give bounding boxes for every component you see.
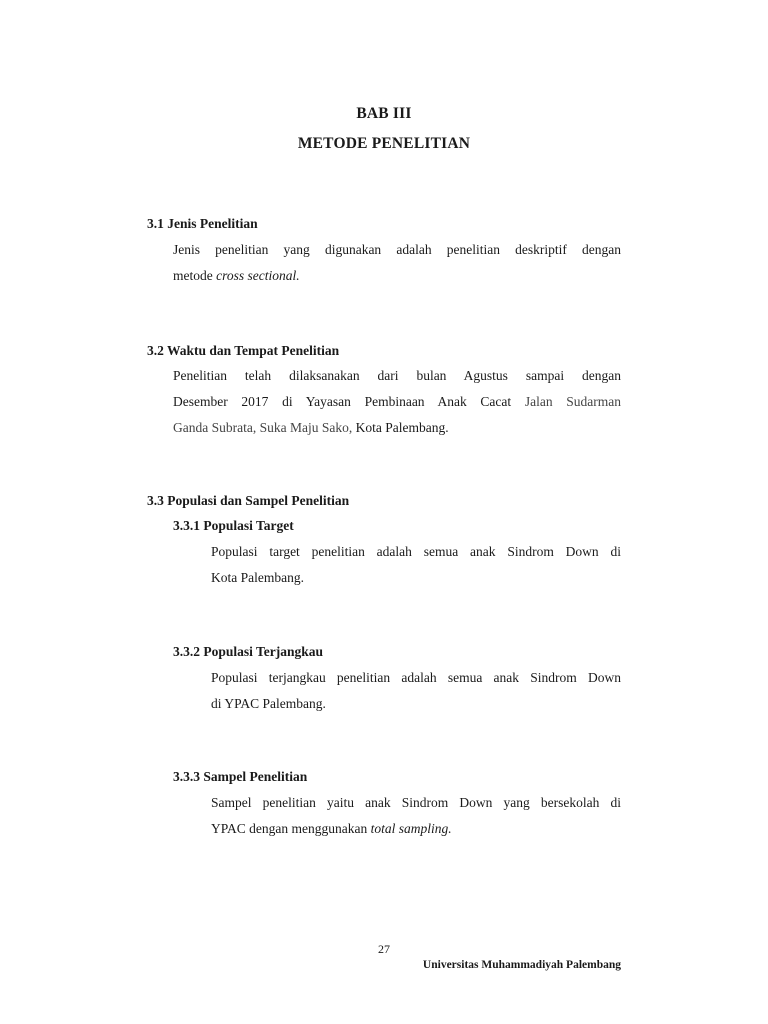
text-run: Kota Palembang. — [352, 420, 449, 435]
chapter-title: METODE PENELITIAN — [297, 135, 471, 152]
footer-institution: Universitas Muhammadiyah Palembang — [422, 959, 621, 971]
section-paragraph-3-2 — [173, 363, 621, 441]
subsection-paragraph-3-3-2 — [211, 665, 621, 717]
subsection-heading-3-3-1: 3.3.1 Populasi Target — [173, 518, 294, 533]
paragraph-line — [211, 816, 621, 842]
section-heading-3-2: 3.2 Waktu dan Tempat Penelitian — [147, 343, 340, 358]
paragraph-line — [173, 389, 621, 415]
italic-term: total sampling. — [370, 821, 452, 836]
paragraph-line: di YPAC Palembang. — [211, 696, 326, 711]
subsection-heading-3-3-3: 3.3.3 Sampel Penelitian — [173, 769, 308, 784]
chapter-label: BAB III — [356, 105, 412, 122]
section-heading-3-3: 3.3 Populasi dan Sampel Penelitian — [147, 493, 350, 508]
paragraph-line: Sampel penelitian yaitu anak Sindrom Down yang bersekolah di — [211, 795, 621, 810]
paragraph-line: Populasi terjangkau penelitian adalah semua anak Sindrom Down — [211, 670, 621, 685]
paragraph-line: Populasi target penelitian adalah semua anak Sindrom Down di — [211, 544, 621, 559]
text-run: metode — [173, 268, 217, 283]
paragraph-line — [173, 415, 621, 441]
subsection-heading-3-3-2: 3.3.2 Populasi Terjangkau — [173, 644, 324, 659]
paragraph-line: Kota Palembang. — [211, 570, 304, 585]
section-heading-3-1: 3.1 Jenis Penelitian — [147, 216, 258, 231]
paragraph-line: Penelitian telah dilaksanakan dari bulan Agustus sampai dengan — [173, 368, 621, 383]
section-paragraph-3-1 — [173, 237, 621, 289]
paragraph-line — [173, 263, 621, 289]
italic-term: cross sectional. — [216, 268, 300, 283]
page-number: 27 — [378, 942, 390, 956]
address-text: Jalan Sudarman — [524, 394, 621, 409]
address-text: Ganda Subrata, Suka Maju Sako, — [173, 420, 353, 435]
text-run: Desember 2017 di Yayasan Pembinaan Anak Cacat — [173, 394, 525, 409]
paragraph-line: Jenis penelitian yang digunakan adalah penelitian deskriptif dengan — [173, 242, 621, 257]
subsection-paragraph-3-3-3 — [211, 790, 621, 842]
subsection-paragraph-3-3-1 — [211, 539, 621, 591]
text-run: YPAC dengan menggunakan — [211, 821, 371, 836]
